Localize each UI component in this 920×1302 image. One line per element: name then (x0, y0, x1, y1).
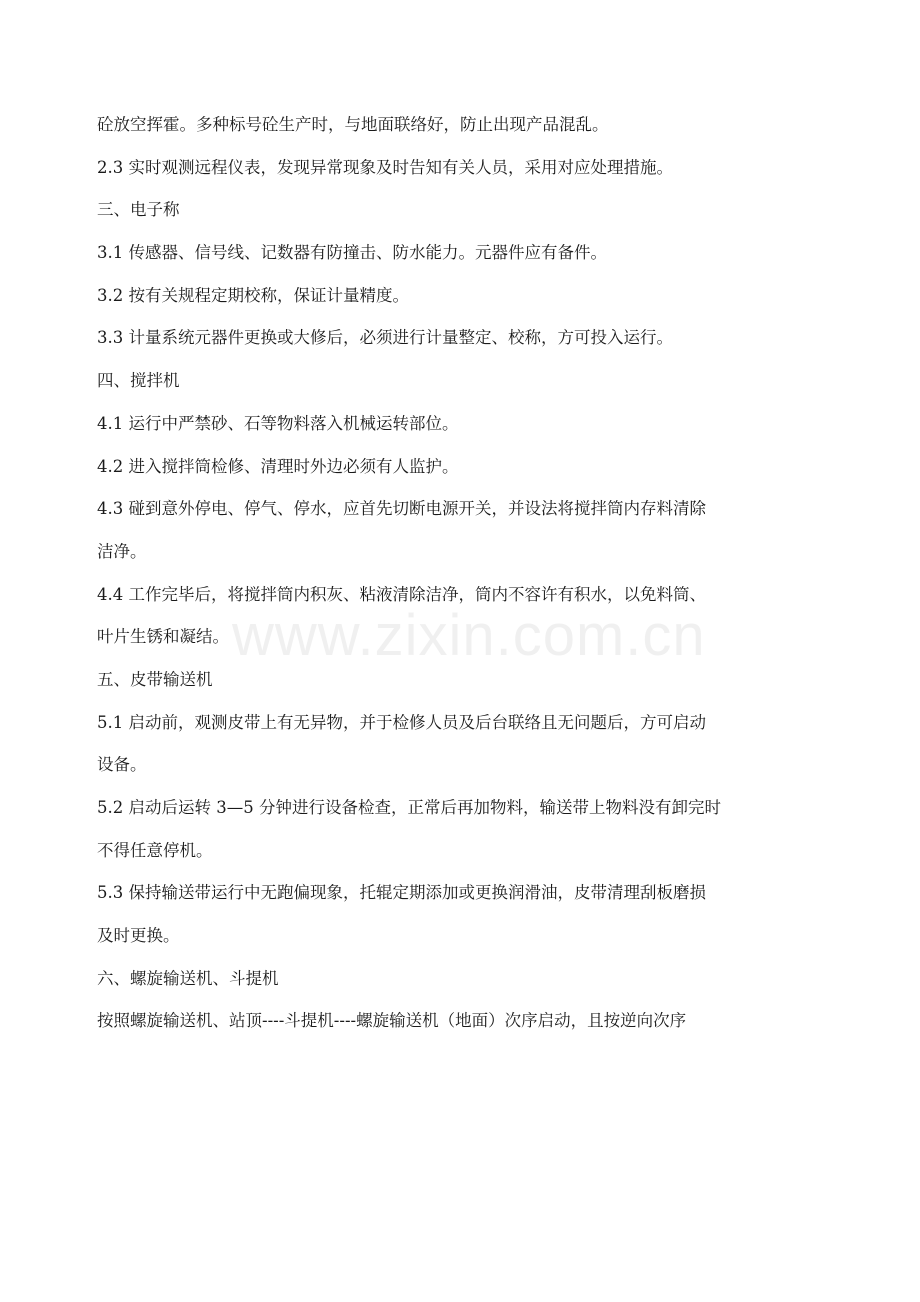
section-heading: 四、搅拌机 (97, 371, 180, 391)
text-line: 4.4 工作完毕后，将搅拌筒内积灰、粘液清除洁净，筒内不容许有积水，以免料筒、 (97, 584, 706, 604)
text-line: 5.3 保持输送带运行中无跑偏现象，托辊定期添加或更换润滑油，皮带清理刮板磨损 (97, 883, 706, 903)
section-heading: 六、螺旋输送机、斗提机 (97, 968, 279, 988)
text-line: 及时更换。 (97, 926, 180, 946)
text-line: 洁净。 (97, 541, 147, 561)
text-line: 4.3 碰到意外停电、停气、停水，应首先切断电源开关，并设法将搅拌筒内存料清除 (97, 499, 706, 519)
text-line: 砼放空挥霍。多种标号砼生产时，与地面联络好，防止出现产品混乱。 (97, 115, 609, 134)
text-line: 3.2 按有关规程定期校称，保证计量精度。 (97, 285, 409, 305)
text-line: 不得任意停机。 (97, 840, 213, 860)
watermark: www.zixin.com.cn (232, 603, 706, 668)
section-heading: 五、皮带输送机 (97, 669, 213, 689)
text-line: 叶片生锈和凝结。 (97, 627, 229, 647)
text-line: 5.1 启动前，观测皮带上有无异物，并于检修人员及后台联络且无问题后，方可启动 (97, 712, 706, 732)
text-line: 4.2 进入搅拌筒检修、清理时外边必须有人监护。 (97, 456, 459, 476)
text-line: 按照螺旋输送机、站顶----斗提机----螺旋输送机（地面）次序启动，且按逆向次序 (97, 1011, 687, 1031)
text-line: 3.1 传感器、信号线、记数器有防撞击、防水能力。元器件应有备件。 (97, 243, 607, 263)
text-line: 3.3 计量系统元器件更换或大修后，必须进行计量整定、校称，方可投入运行。 (97, 328, 673, 348)
text-line: 5.2 启动后运转 3—5 分钟进行设备检查，正常后再加物料，输送带上物料没有卸完时 (97, 798, 721, 817)
text-line: 设备。 (97, 755, 147, 775)
text-line: 4.1 运行中严禁砂、石等物料落入机械运转部位。 (97, 413, 459, 433)
section-heading: 三、电子称 (97, 200, 180, 220)
text-line: 2.3 实时观测远程仪表，发现异常现象及时告知有关人员，采用对应处理措施。 (97, 157, 673, 177)
document-body (97, 104, 797, 1043)
